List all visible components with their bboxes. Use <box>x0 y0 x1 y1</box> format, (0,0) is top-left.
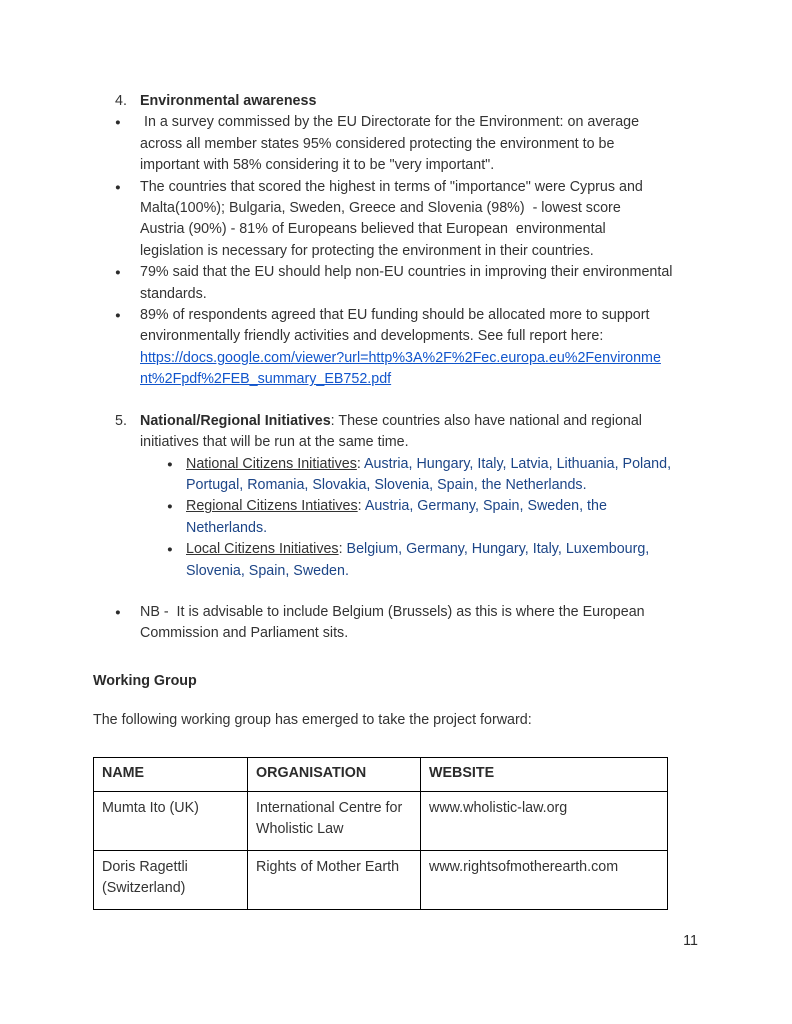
table-row <box>94 850 668 909</box>
section-5-heading-item <box>93 411 699 454</box>
bullet-eu-funding <box>93 305 699 391</box>
bullet-funding-line-1: 89% of respondents agreed that EU funding should be allocated more to support <box>140 307 650 324</box>
bullet-survey <box>93 112 699 176</box>
bullet-survey-line-2: across all member states 95% considered protecting the environment to be <box>140 135 615 152</box>
cell-name: Mumta Ito (UK) <box>94 791 248 850</box>
regional-countries-line-2: Netherlands. <box>186 519 268 536</box>
national-countries-line-1: Austria, Hungary, Italy, Latvia, Lithuania, Poland, <box>360 455 672 472</box>
bullet-countries-line-1: The countries that scored the highest in terms of "importance" were Cyprus and <box>140 178 643 195</box>
bullet-icon: ● <box>115 181 121 193</box>
working-group-intro: The following working group has emerged to take the project forward: <box>93 712 532 729</box>
bullet-survey-line-3: important with 58% considering it to be "very important". <box>140 157 495 174</box>
sub-bullet-national <box>93 454 699 497</box>
regional-countries-line-1: Austria, Germany, Spain, Sweden, the <box>361 498 607 515</box>
report-link-line-1[interactable]: https://docs.google.com/viewer?url=http%3A%2F%2Fec.europa.eu%2Fenvironme <box>140 349 661 366</box>
cell-name: Doris Ragettli (Switzerland) <box>94 850 248 909</box>
section-5-heading-rest: : These countries also have national and regional <box>330 412 642 429</box>
section-5-heading-line <box>140 411 699 432</box>
sub-bullet-local <box>93 539 699 582</box>
bullet-icon: ● <box>167 544 173 556</box>
bullet-countries-line-3: Austria (90%) - 81% of Europeans believed that European environmental <box>140 221 606 238</box>
bullet-survey-line-1: In a survey commissed by the EU Directorate for the Environment: on average <box>140 114 640 131</box>
working-group-heading: Working Group <box>93 672 197 689</box>
colon: : <box>357 498 362 515</box>
report-link-line-2[interactable]: nt%2Fpdf%2FEB_summary_EB752.pdf <box>140 371 392 388</box>
table-row <box>94 791 668 850</box>
regional-initiatives-label: Regional Citizens Intiatives <box>186 498 358 515</box>
section-5-heading: National/Regional Initiatives <box>140 412 331 429</box>
bullet-funding-line-2: environmentally friendly activities and developments. See full report here: <box>140 328 604 345</box>
bullet-eu-help-line-2: standards. <box>140 285 207 302</box>
table-header-row <box>94 757 668 791</box>
section-4-number: 4. <box>115 93 127 109</box>
working-group-table <box>93 757 668 910</box>
document-content <box>93 91 699 910</box>
colon: : <box>338 541 343 558</box>
bullet-icon: ● <box>167 501 173 513</box>
section-5-line-2: initiatives that will be run at the same time. <box>140 434 409 451</box>
national-initiatives-label: National Citizens Initiatives <box>186 455 357 472</box>
sub-bullet-regional <box>93 496 699 539</box>
col-header-website: WEBSITE <box>421 757 668 791</box>
bullet-icon: ● <box>115 117 121 129</box>
bullet-countries-scores <box>93 177 699 263</box>
nb-line-2: Commission and Parliament sits. <box>140 625 349 642</box>
national-countries-line-2: Portugal, Romania, Slovakia, Slovenia, Spain, the Netherlands. <box>186 476 587 493</box>
bullet-icon: ● <box>115 310 121 322</box>
cell-organisation: International Centre for Wholistic Law <box>248 791 421 850</box>
bullet-icon: ● <box>167 458 173 470</box>
col-header-organisation: ORGANISATION <box>248 757 421 791</box>
bullet-icon: ● <box>115 606 121 618</box>
cell-website: www.wholistic-law.org <box>421 791 668 850</box>
page-number: 11 <box>683 933 698 949</box>
bullet-countries-line-2: Malta(100%); Bulgaria, Sweden, Greece and Slovenia (98%) - lowest score <box>140 200 621 217</box>
section-5-number: 5. <box>115 412 127 429</box>
nb-line-1: NB - It is advisable to include Belgium (Brussels) as this is where the European <box>140 603 645 620</box>
section-4-heading-item <box>93 91 699 112</box>
colon: : <box>356 455 361 472</box>
local-initiatives-label: Local Citizens Initiatives <box>186 541 339 558</box>
col-header-name: NAME <box>94 757 248 791</box>
local-countries-line-2: Slovenia, Spain, Sweden. <box>186 562 349 579</box>
bullet-nb <box>93 602 699 645</box>
cell-website: www.rightsofmotherearth.com <box>421 850 668 909</box>
cell-organisation: Rights of Mother Earth <box>248 850 421 909</box>
local-countries-line-1: Belgium, Germany, Hungary, Italy, Luxembourg, <box>342 541 650 558</box>
bullet-eu-help <box>93 262 699 305</box>
bullet-icon: ● <box>115 267 121 279</box>
section-4-heading: Environmental awareness <box>140 93 317 109</box>
bullet-countries-line-4: legislation is necessary for protecting the environment in their countries. <box>140 242 594 259</box>
bullet-eu-help-line-1: 79% said that the EU should help non-EU countries in improving their environmental <box>140 264 673 281</box>
